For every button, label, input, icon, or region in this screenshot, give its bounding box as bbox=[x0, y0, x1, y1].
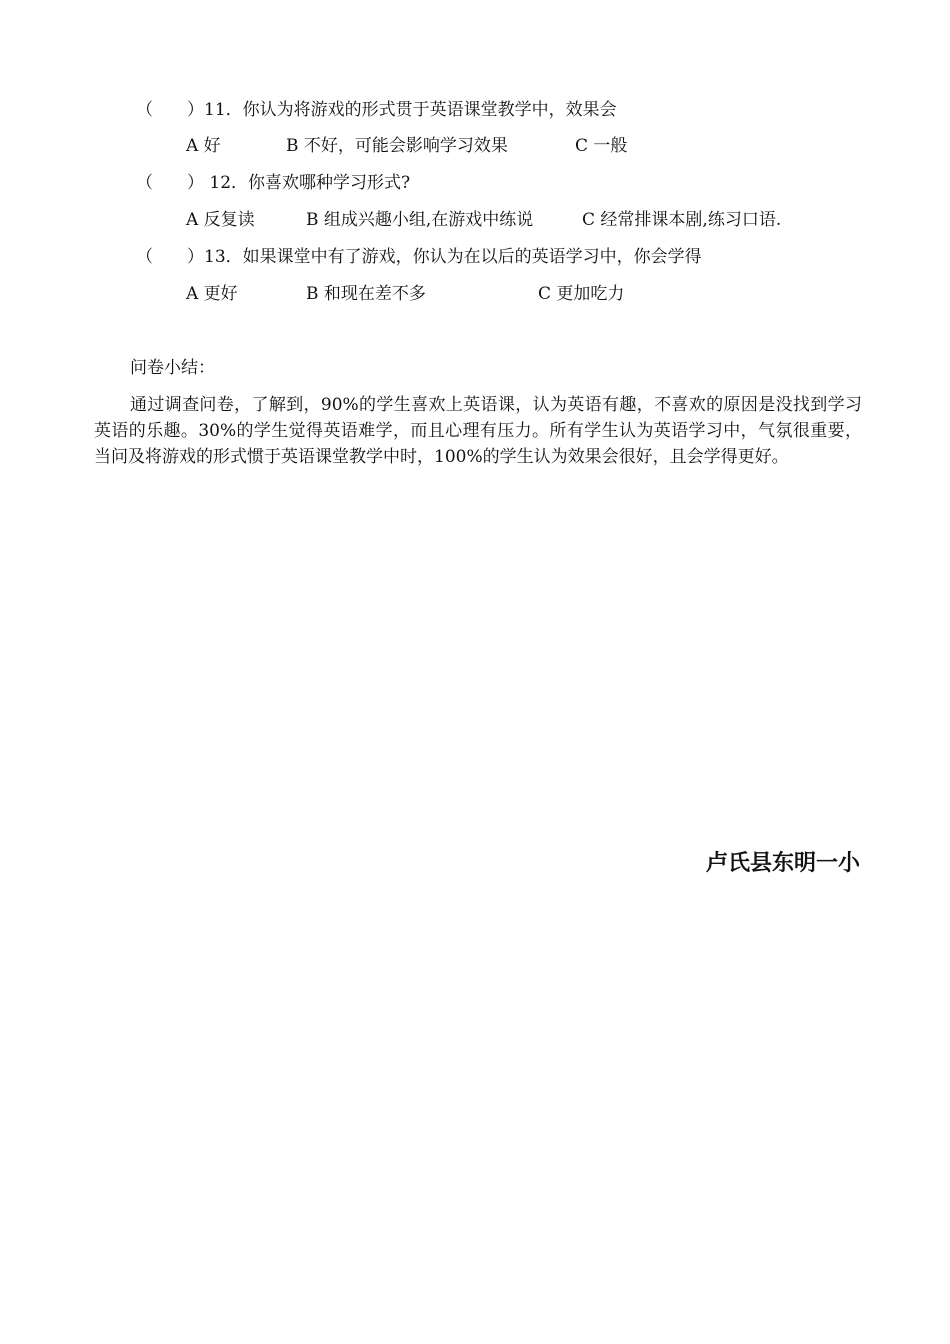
question-13-option-c: C 更加吃力 bbox=[538, 284, 625, 304]
summary-body: 通过调查问卷，了解到，90%的学生喜欢上英语课，认为英语有趣，不喜欢的原因是没找到学习英语的乐趣。30%的学生觉得英语难学，而且心理有压力。所有学生认为英语学习中，气氛很重要，当问及将游戏的形式惯于英语课堂教学中时，100%的学生认为效果会很好，且会学得更好。 bbox=[94, 395, 862, 467]
question-11-option-a: A 好 bbox=[186, 136, 221, 156]
question-12-option-c: C 经常排课本剧,练习口语. bbox=[582, 210, 782, 230]
question-12-prompt: （ ） 12．你喜欢哪种学习形式? bbox=[136, 173, 411, 193]
summary-heading: 问卷小结： bbox=[130, 358, 215, 378]
organization-name: 卢氏县东明一小 bbox=[705, 850, 860, 876]
question-13-prompt: （ ）13．如果课堂中有了游戏，你认为在以后的英语学习中，你会学得 bbox=[136, 247, 702, 267]
question-11-option-c: C 一般 bbox=[575, 136, 628, 156]
question-11-option-b: B 不好，可能会影响学习效果 bbox=[286, 136, 508, 156]
question-11-prompt: （ ）11．你认为将游戏的形式贯于英语课堂教学中，效果会 bbox=[136, 100, 617, 120]
question-12-option-a: A 反复读 bbox=[186, 210, 255, 230]
question-13-option-a: A 更好 bbox=[186, 284, 238, 304]
question-12-option-b: B 组成兴趣小组,在游戏中练说 bbox=[306, 210, 534, 230]
question-13-option-b: B 和现在差不多 bbox=[306, 284, 426, 304]
